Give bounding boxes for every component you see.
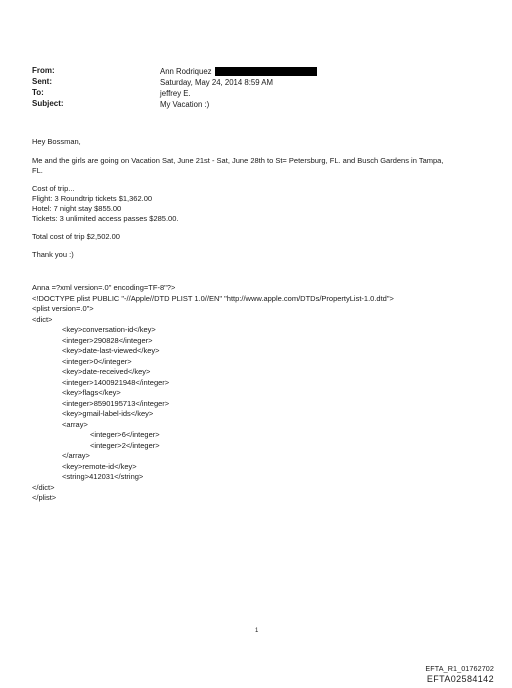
xml-line: <!DOCTYPE plist PUBLIC "-//Apple//DTD PLIST 1.0//EN" "http://www.apple.com/DTDs/PropertyList-1.0.dtd"> <box>32 293 394 303</box>
xml-line: <integer>6</integer> <box>90 430 160 439</box>
xml-line: <plist version=.0"> <box>32 304 94 313</box>
bates-number-large: EFTA02584142 <box>426 674 494 684</box>
sent-label: Sent: <box>32 77 52 86</box>
xml-block <box>32 283 482 504</box>
sent-value: Saturday, May 24, 2014 8:59 AM <box>160 77 273 87</box>
from-label: From: <box>32 66 55 75</box>
xml-line: <dict> <box>32 314 53 324</box>
email-header <box>32 66 472 110</box>
xml-line: <integer>0</integer> <box>62 356 132 366</box>
xml-line: Anna =?xml version=.0" encoding=TF-8"?> <box>32 283 176 292</box>
sent-row <box>32 77 472 88</box>
greeting: Hey Bossman, <box>32 137 81 146</box>
xml-line: <array> <box>62 419 88 429</box>
page-number: 1 <box>255 628 259 634</box>
to-label: To: <box>32 88 44 97</box>
xml-line: <integer>290828</integer> <box>62 335 153 345</box>
from-row <box>32 66 472 77</box>
xml-line: <key>conversation-id</key> <box>62 325 156 334</box>
to-value: jeffrey E. <box>160 88 191 98</box>
xml-line: </dict> <box>32 482 55 492</box>
xml-line: <key>remote-id</key> <box>62 461 137 471</box>
cost-heading: Cost of trip... <box>32 184 75 193</box>
tickets-cost: Tickets: 3 unlimited access passes $285.00. <box>32 214 179 223</box>
subject-row <box>32 99 472 110</box>
subject-value: My Vacation :) <box>160 99 210 109</box>
xml-line: <key>date-last-viewed</key> <box>62 346 160 355</box>
xml-line: <key>date-received</key> <box>62 367 151 376</box>
xml-line: </plist> <box>32 493 57 502</box>
xml-line: <integer>8590195713</integer> <box>62 398 170 408</box>
hotel-cost: Hotel: 7 night stay $855.00 <box>32 204 122 213</box>
total-cost: Total cost of trip $2,502.00 <box>32 232 120 241</box>
flight-cost: Flight: 3 Roundtrip tickets $1,362.00 <box>32 194 153 203</box>
xml-line: <integer>1400921948</integer> <box>62 377 170 387</box>
xml-line: <key>gmail-label-ids</key> <box>62 409 154 418</box>
subject-label: Subject: <box>32 99 64 108</box>
thanks-line: Thank you :) <box>32 250 74 259</box>
paragraph-line-1: Me and the girls are going on Vacation Sat, June 21st - Sat, June 28th to St= Petersburg, FL. and Busch Gardens in Tampa, <box>32 156 444 165</box>
xml-line: </array> <box>62 451 90 460</box>
email-body <box>32 137 482 260</box>
paragraph-line-2: FL. <box>32 166 43 175</box>
to-row <box>32 88 472 99</box>
bates-number-small: EFTA_R1_01762702 <box>425 664 494 673</box>
redaction-box <box>215 67 317 76</box>
from-value: Ann Rodriquez <box>160 66 212 76</box>
xml-line: <string>412031</string> <box>62 472 144 481</box>
xml-line: <integer>2</integer> <box>90 440 160 450</box>
xml-line: <key>flags</key> <box>62 388 121 397</box>
